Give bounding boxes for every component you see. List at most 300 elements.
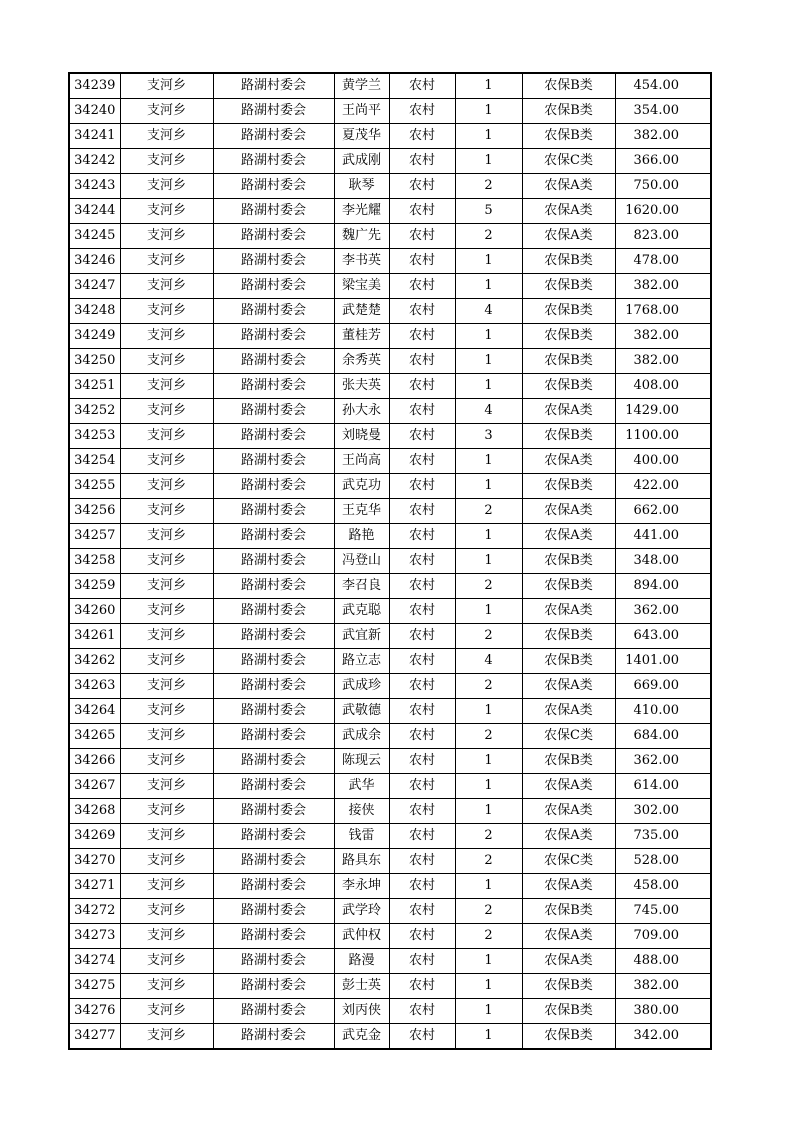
village-committee-cell: 路湖村委会 [213,924,334,949]
record-number-cell: 34244 [69,199,120,224]
village-committee-cell: 路湖村委会 [213,524,334,549]
village-committee-cell: 路湖村委会 [213,174,334,199]
household-size-cell: 1 [455,874,522,899]
household-size-cell: 5 [455,199,522,224]
household-size-cell: 1 [455,524,522,549]
record-number-cell: 34257 [69,524,120,549]
person-name-cell: 路艳 [334,524,389,549]
table-row [69,449,711,474]
amount-cell: 684.00 [615,724,711,749]
township-cell: 支河乡 [120,599,213,624]
insurance-category-cell: 农保A类 [522,399,615,424]
area-type-cell: 农村 [389,424,455,449]
area-type-cell: 农村 [389,224,455,249]
table-row [69,874,711,899]
township-cell: 支河乡 [120,449,213,474]
amount-cell: 528.00 [615,849,711,874]
insurance-category-cell: 农保B类 [522,999,615,1024]
household-size-cell: 1 [455,949,522,974]
insurance-category-cell: 农保C类 [522,149,615,174]
amount-cell: 478.00 [615,249,711,274]
household-size-cell: 1 [455,149,522,174]
household-size-cell: 1 [455,124,522,149]
area-type-cell: 农村 [389,274,455,299]
amount-cell: 382.00 [615,349,711,374]
village-committee-cell: 路湖村委会 [213,274,334,299]
household-size-cell: 1 [455,249,522,274]
household-size-cell: 2 [455,899,522,924]
township-cell: 支河乡 [120,799,213,824]
area-type-cell: 农村 [389,599,455,624]
person-name-cell: 武楚楚 [334,299,389,324]
area-type-cell: 农村 [389,774,455,799]
village-committee-cell: 路湖村委会 [213,749,334,774]
amount-cell: 488.00 [615,949,711,974]
record-number-cell: 34250 [69,349,120,374]
person-name-cell: 王尚平 [334,99,389,124]
amount-cell: 709.00 [615,924,711,949]
amount-cell: 366.00 [615,149,711,174]
township-cell: 支河乡 [120,874,213,899]
area-type-cell: 农村 [389,624,455,649]
record-number-cell: 34277 [69,1024,120,1050]
person-name-cell: 武成刚 [334,149,389,174]
person-name-cell: 武成珍 [334,674,389,699]
table-row [69,73,711,99]
area-type-cell: 农村 [389,549,455,574]
table-row [69,724,711,749]
insurance-category-cell: 农保B类 [522,1024,615,1050]
area-type-cell: 农村 [389,924,455,949]
table-row [69,424,711,449]
table-row [69,624,711,649]
insurance-category-cell: 农保A类 [522,174,615,199]
village-committee-cell: 路湖村委会 [213,574,334,599]
household-size-cell: 1 [455,474,522,499]
person-name-cell: 武成余 [334,724,389,749]
person-name-cell: 路具东 [334,849,389,874]
insurance-category-cell: 农保B类 [522,624,615,649]
area-type-cell: 农村 [389,699,455,724]
household-size-cell: 2 [455,849,522,874]
household-size-cell: 3 [455,424,522,449]
record-number-cell: 34273 [69,924,120,949]
table-row [69,174,711,199]
table-row [69,349,711,374]
person-name-cell: 黄学兰 [334,73,389,99]
household-size-cell: 4 [455,649,522,674]
table-row [69,749,711,774]
insurance-category-cell: 农保B类 [522,73,615,99]
record-number-cell: 34249 [69,324,120,349]
area-type-cell: 农村 [389,749,455,774]
village-committee-cell: 路湖村委会 [213,899,334,924]
person-name-cell: 王克华 [334,499,389,524]
township-cell: 支河乡 [120,1024,213,1050]
township-cell: 支河乡 [120,349,213,374]
record-number-cell: 34265 [69,724,120,749]
amount-cell: 382.00 [615,124,711,149]
village-committee-cell: 路湖村委会 [213,949,334,974]
township-cell: 支河乡 [120,274,213,299]
household-size-cell: 2 [455,824,522,849]
record-number-cell: 34259 [69,574,120,599]
record-number-cell: 34240 [69,99,120,124]
area-type-cell: 农村 [389,574,455,599]
amount-cell: 410.00 [615,699,711,724]
township-cell: 支河乡 [120,549,213,574]
township-cell: 支河乡 [120,374,213,399]
record-number-cell: 34263 [69,674,120,699]
township-cell: 支河乡 [120,674,213,699]
village-committee-cell: 路湖村委会 [213,499,334,524]
record-number-cell: 34258 [69,549,120,574]
insurance-category-cell: 农保B类 [522,474,615,499]
insurance-category-cell: 农保A类 [522,924,615,949]
record-number-cell: 34275 [69,974,120,999]
amount-cell: 422.00 [615,474,711,499]
insurance-category-cell: 农保B类 [522,299,615,324]
township-cell: 支河乡 [120,624,213,649]
table-row [69,574,711,599]
record-number-cell: 34239 [69,73,120,99]
amount-cell: 1100.00 [615,424,711,449]
record-number-cell: 34252 [69,399,120,424]
area-type-cell: 农村 [389,1024,455,1050]
insurance-category-cell: 农保B类 [522,374,615,399]
township-cell: 支河乡 [120,99,213,124]
table-row [69,524,711,549]
person-name-cell: 路立志 [334,649,389,674]
area-type-cell: 农村 [389,199,455,224]
area-type-cell: 农村 [389,649,455,674]
household-size-cell: 1 [455,749,522,774]
insurance-category-cell: 农保B类 [522,749,615,774]
amount-cell: 382.00 [615,974,711,999]
record-number-cell: 34255 [69,474,120,499]
table-row [69,474,711,499]
household-size-cell: 1 [455,449,522,474]
township-cell: 支河乡 [120,424,213,449]
insurance-category-cell: 农保B类 [522,974,615,999]
household-size-cell: 2 [455,574,522,599]
document-page [68,72,710,1050]
amount-cell: 614.00 [615,774,711,799]
area-type-cell: 农村 [389,849,455,874]
area-type-cell: 农村 [389,899,455,924]
insurance-category-cell: 农保B类 [522,349,615,374]
township-cell: 支河乡 [120,574,213,599]
household-size-cell: 2 [455,724,522,749]
village-committee-cell: 路湖村委会 [213,999,334,1024]
person-name-cell: 耿琴 [334,174,389,199]
insurance-category-cell: 农保B类 [522,99,615,124]
insurance-category-cell: 农保B类 [522,549,615,574]
township-cell: 支河乡 [120,324,213,349]
amount-cell: 380.00 [615,999,711,1024]
area-type-cell: 农村 [389,999,455,1024]
area-type-cell: 农村 [389,524,455,549]
area-type-cell: 农村 [389,399,455,424]
area-type-cell: 农村 [389,124,455,149]
record-number-cell: 34246 [69,249,120,274]
record-number-cell: 34264 [69,699,120,724]
amount-cell: 342.00 [615,1024,711,1050]
record-number-cell: 34245 [69,224,120,249]
village-committee-cell: 路湖村委会 [213,1024,334,1050]
insurance-category-cell: 农保B类 [522,649,615,674]
village-committee-cell: 路湖村委会 [213,774,334,799]
insurance-category-cell: 农保A类 [522,699,615,724]
amount-cell: 400.00 [615,449,711,474]
village-committee-cell: 路湖村委会 [213,849,334,874]
record-number-cell: 34269 [69,824,120,849]
insurance-category-cell: 农保A类 [522,824,615,849]
village-committee-cell: 路湖村委会 [213,324,334,349]
record-number-cell: 34256 [69,499,120,524]
household-size-cell: 2 [455,674,522,699]
township-cell: 支河乡 [120,724,213,749]
record-number-cell: 34254 [69,449,120,474]
insurance-category-cell: 农保A类 [522,799,615,824]
household-size-cell: 1 [455,549,522,574]
person-name-cell: 梁宝美 [334,274,389,299]
person-name-cell: 刘丙侠 [334,999,389,1024]
village-committee-cell: 路湖村委会 [213,73,334,99]
person-name-cell: 李书英 [334,249,389,274]
amount-cell: 348.00 [615,549,711,574]
township-cell: 支河乡 [120,73,213,99]
township-cell: 支河乡 [120,224,213,249]
table-row [69,674,711,699]
household-size-cell: 1 [455,349,522,374]
village-committee-cell: 路湖村委会 [213,624,334,649]
area-type-cell: 农村 [389,149,455,174]
table-row [69,599,711,624]
insurance-category-cell: 农保A类 [522,874,615,899]
person-name-cell: 彭士英 [334,974,389,999]
household-size-cell: 1 [455,274,522,299]
township-cell: 支河乡 [120,824,213,849]
township-cell: 支河乡 [120,199,213,224]
table-row [69,774,711,799]
household-size-cell: 2 [455,924,522,949]
benefit-roster-table [68,72,712,1050]
household-size-cell: 2 [455,624,522,649]
person-name-cell: 李永坤 [334,874,389,899]
household-size-cell: 1 [455,99,522,124]
table-row [69,549,711,574]
record-number-cell: 34274 [69,949,120,974]
table-row [69,974,711,999]
village-committee-cell: 路湖村委会 [213,124,334,149]
village-committee-cell: 路湖村委会 [213,424,334,449]
person-name-cell: 董桂芳 [334,324,389,349]
insurance-category-cell: 农保A类 [522,499,615,524]
person-name-cell: 武克聪 [334,599,389,624]
insurance-category-cell: 农保B类 [522,574,615,599]
household-size-cell: 1 [455,974,522,999]
village-committee-cell: 路湖村委会 [213,824,334,849]
area-type-cell: 农村 [389,73,455,99]
insurance-category-cell: 农保C类 [522,724,615,749]
village-committee-cell: 路湖村委会 [213,674,334,699]
amount-cell: 454.00 [615,73,711,99]
table-row [69,99,711,124]
village-committee-cell: 路湖村委会 [213,649,334,674]
person-name-cell: 李召良 [334,574,389,599]
household-size-cell: 1 [455,599,522,624]
table-body [69,73,711,1049]
area-type-cell: 农村 [389,674,455,699]
township-cell: 支河乡 [120,524,213,549]
table-row [69,924,711,949]
table-row [69,299,711,324]
area-type-cell: 农村 [389,449,455,474]
amount-cell: 362.00 [615,599,711,624]
village-committee-cell: 路湖村委会 [213,599,334,624]
insurance-category-cell: 农保B类 [522,249,615,274]
table-row [69,849,711,874]
amount-cell: 1620.00 [615,199,711,224]
insurance-category-cell: 农保B类 [522,324,615,349]
area-type-cell: 农村 [389,324,455,349]
record-number-cell: 34266 [69,749,120,774]
township-cell: 支河乡 [120,474,213,499]
township-cell: 支河乡 [120,924,213,949]
household-size-cell: 1 [455,1024,522,1050]
area-type-cell: 农村 [389,474,455,499]
person-name-cell: 武克金 [334,1024,389,1050]
village-committee-cell: 路湖村委会 [213,699,334,724]
area-type-cell: 农村 [389,299,455,324]
record-number-cell: 34260 [69,599,120,624]
amount-cell: 408.00 [615,374,711,399]
amount-cell: 745.00 [615,899,711,924]
record-number-cell: 34253 [69,424,120,449]
township-cell: 支河乡 [120,124,213,149]
township-cell: 支河乡 [120,249,213,274]
record-number-cell: 34261 [69,624,120,649]
area-type-cell: 农村 [389,349,455,374]
area-type-cell: 农村 [389,799,455,824]
household-size-cell: 2 [455,224,522,249]
area-type-cell: 农村 [389,249,455,274]
insurance-category-cell: 农保B类 [522,274,615,299]
area-type-cell: 农村 [389,824,455,849]
village-committee-cell: 路湖村委会 [213,199,334,224]
insurance-category-cell: 农保A类 [522,599,615,624]
amount-cell: 354.00 [615,99,711,124]
household-size-cell: 1 [455,374,522,399]
insurance-category-cell: 农保A类 [522,674,615,699]
township-cell: 支河乡 [120,149,213,174]
insurance-category-cell: 农保A类 [522,449,615,474]
table-row [69,324,711,349]
record-number-cell: 34272 [69,899,120,924]
amount-cell: 1768.00 [615,299,711,324]
person-name-cell: 武仲权 [334,924,389,949]
village-committee-cell: 路湖村委会 [213,349,334,374]
amount-cell: 643.00 [615,624,711,649]
amount-cell: 441.00 [615,524,711,549]
amount-cell: 669.00 [615,674,711,699]
area-type-cell: 农村 [389,974,455,999]
insurance-category-cell: 农保B类 [522,899,615,924]
record-number-cell: 34267 [69,774,120,799]
amount-cell: 662.00 [615,499,711,524]
village-committee-cell: 路湖村委会 [213,549,334,574]
amount-cell: 382.00 [615,324,711,349]
table-row [69,649,711,674]
table-row [69,224,711,249]
amount-cell: 362.00 [615,749,711,774]
person-name-cell: 冯登山 [334,549,389,574]
village-committee-cell: 路湖村委会 [213,474,334,499]
person-name-cell: 武克功 [334,474,389,499]
village-committee-cell: 路湖村委会 [213,399,334,424]
record-number-cell: 34247 [69,274,120,299]
person-name-cell: 李光耀 [334,199,389,224]
table-row [69,499,711,524]
person-name-cell: 孙大永 [334,399,389,424]
table-row [69,374,711,399]
table-row [69,699,711,724]
record-number-cell: 34241 [69,124,120,149]
township-cell: 支河乡 [120,299,213,324]
amount-cell: 382.00 [615,274,711,299]
table-row [69,249,711,274]
table-row [69,799,711,824]
township-cell: 支河乡 [120,899,213,924]
table-row [69,274,711,299]
table-row [69,124,711,149]
village-committee-cell: 路湖村委会 [213,974,334,999]
township-cell: 支河乡 [120,949,213,974]
household-size-cell: 1 [455,799,522,824]
village-committee-cell: 路湖村委会 [213,874,334,899]
insurance-category-cell: 农保A类 [522,774,615,799]
township-cell: 支河乡 [120,499,213,524]
township-cell: 支河乡 [120,399,213,424]
record-number-cell: 34248 [69,299,120,324]
area-type-cell: 农村 [389,724,455,749]
village-committee-cell: 路湖村委会 [213,99,334,124]
amount-cell: 458.00 [615,874,711,899]
insurance-category-cell: 农保B类 [522,124,615,149]
table-row [69,199,711,224]
record-number-cell: 34276 [69,999,120,1024]
household-size-cell: 1 [455,999,522,1024]
table-row [69,999,711,1024]
table-row [69,824,711,849]
household-size-cell: 1 [455,73,522,99]
township-cell: 支河乡 [120,774,213,799]
person-name-cell: 武学玲 [334,899,389,924]
person-name-cell: 武宜新 [334,624,389,649]
person-name-cell: 刘晓曼 [334,424,389,449]
person-name-cell: 魏广先 [334,224,389,249]
village-committee-cell: 路湖村委会 [213,149,334,174]
village-committee-cell: 路湖村委会 [213,449,334,474]
insurance-category-cell: 农保A类 [522,949,615,974]
township-cell: 支河乡 [120,749,213,774]
person-name-cell: 钱雷 [334,824,389,849]
area-type-cell: 农村 [389,499,455,524]
person-name-cell: 路漫 [334,949,389,974]
table-row [69,949,711,974]
person-name-cell: 王尚高 [334,449,389,474]
